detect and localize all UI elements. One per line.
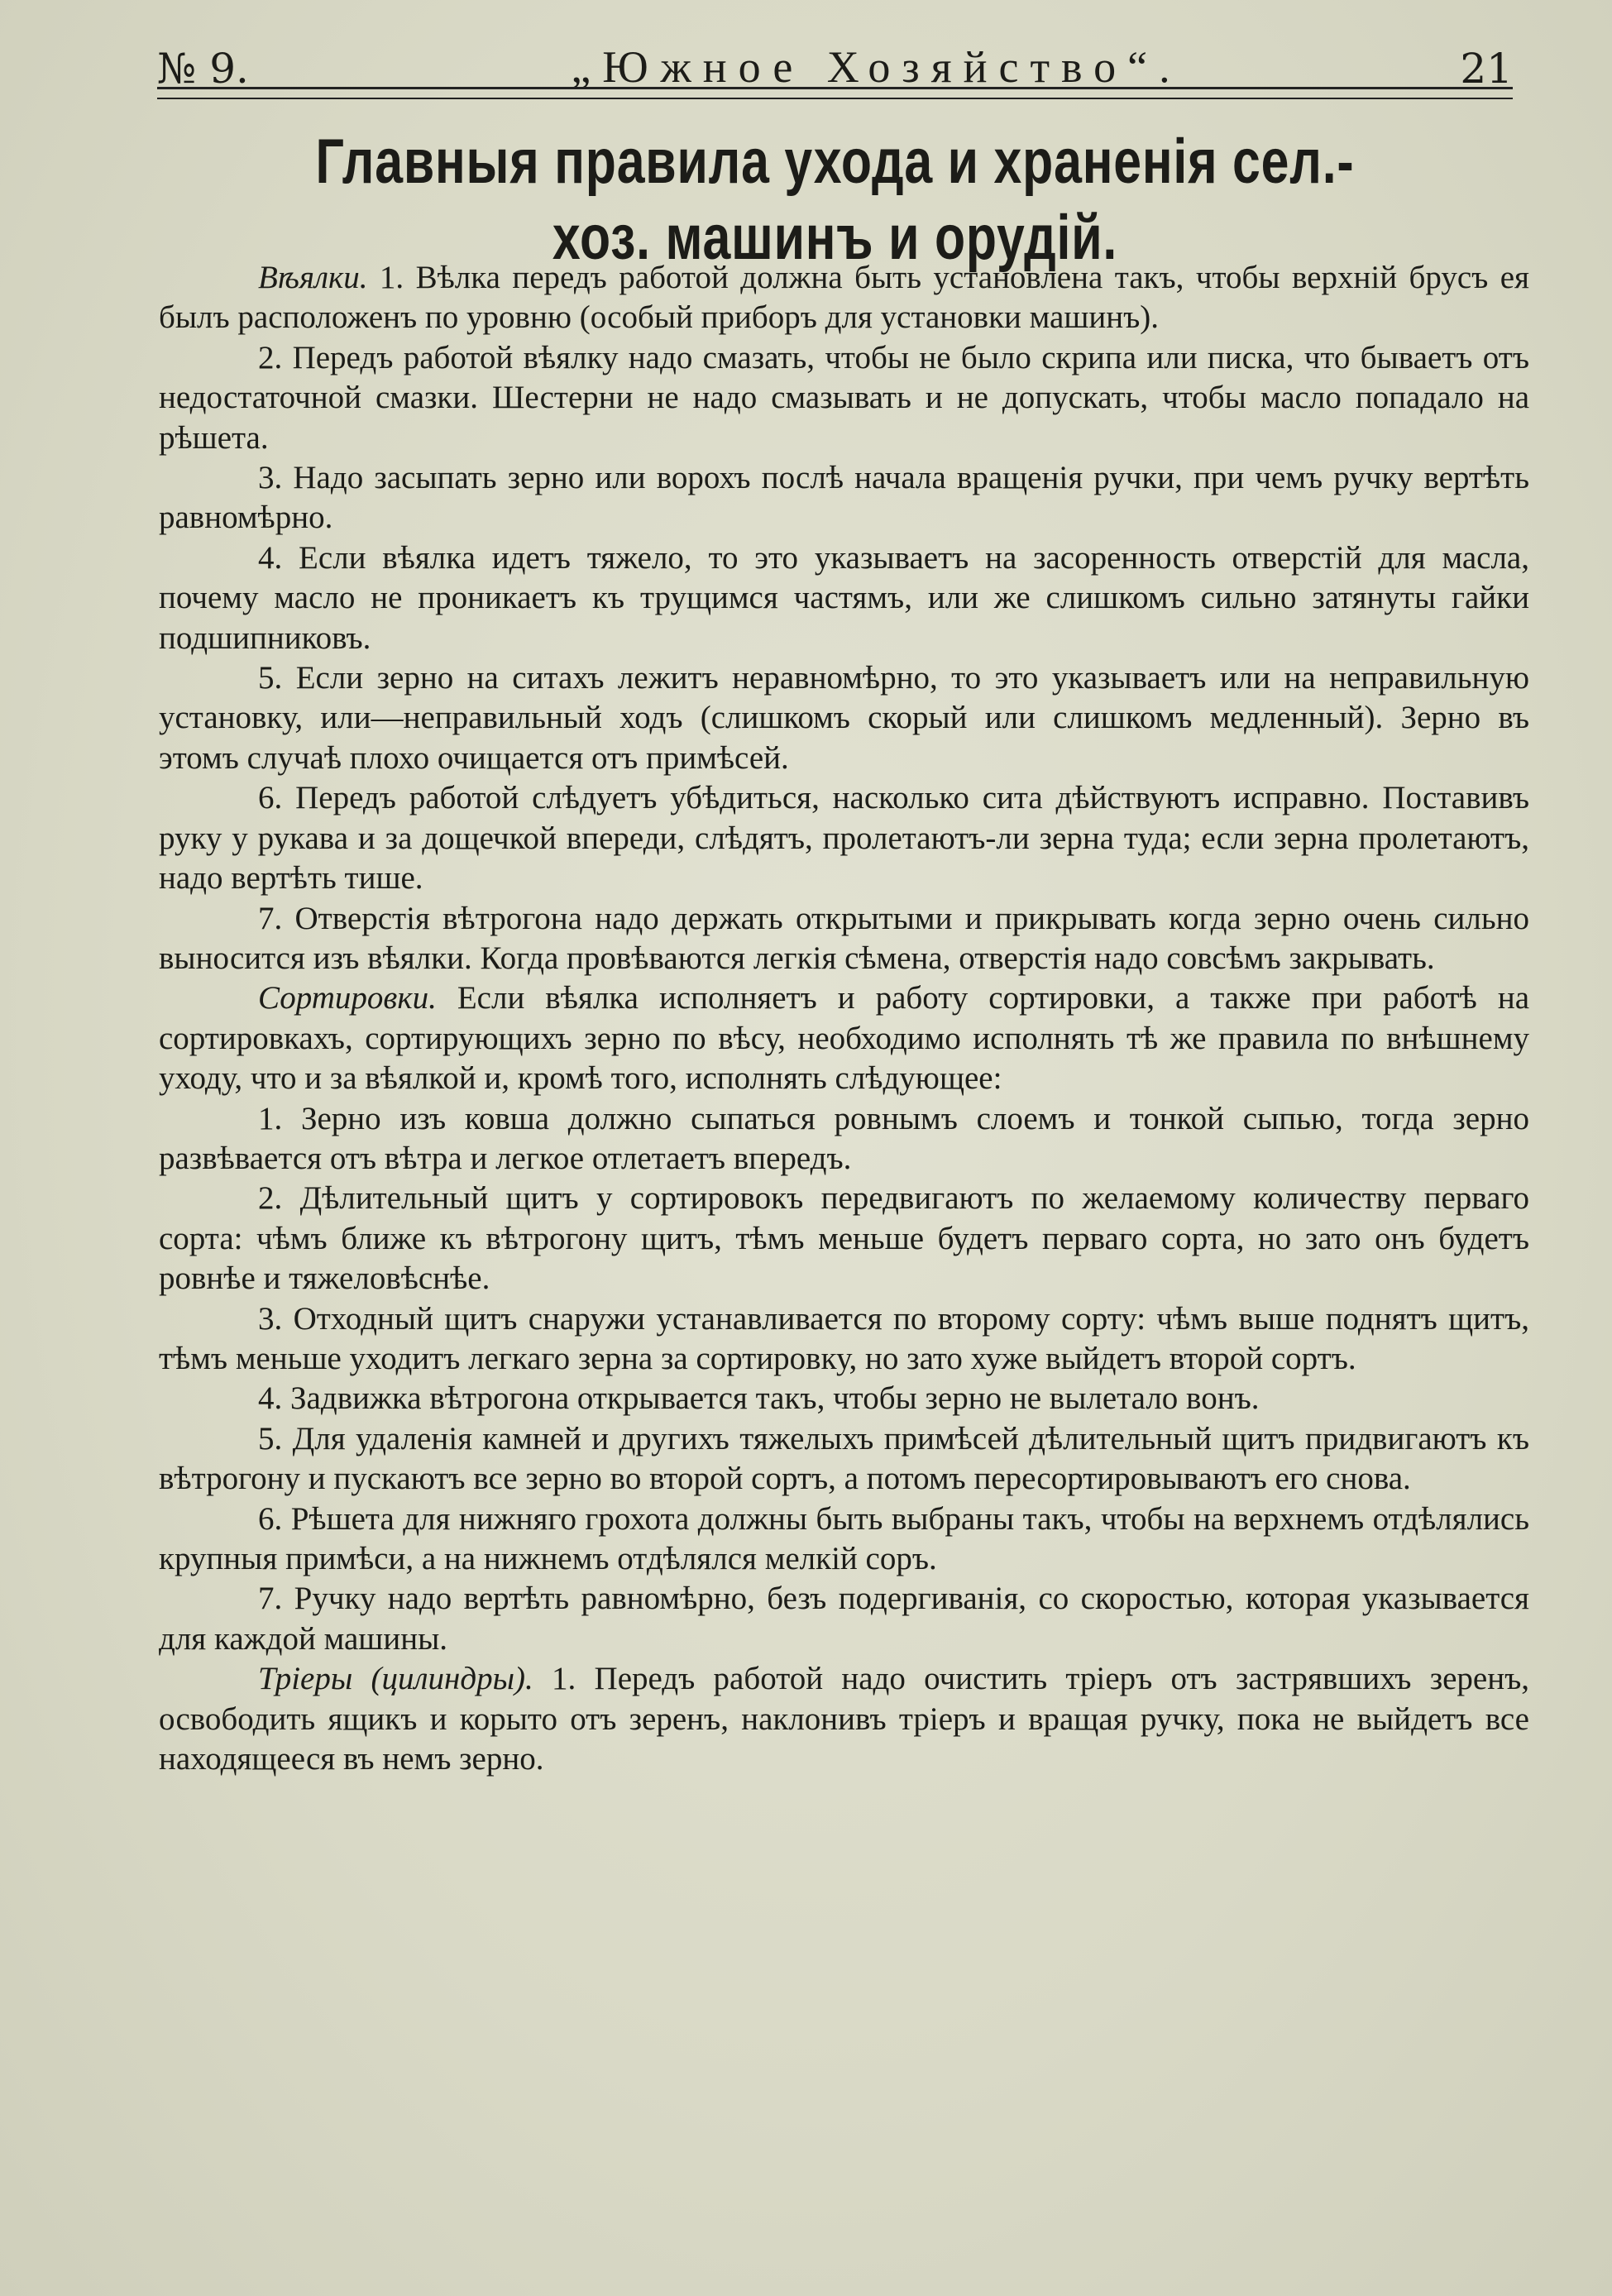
paragraph-text: 4. Задвижка вѣтрогона открывается такъ, чтобы зерно не вылетало вонъ. xyxy=(258,1380,1260,1417)
paragraph-text: 6. Рѣшета для нижняго грохота должны быть выбраны такъ, чтобы на верхнемъ отдѣлялись крупныя примѣси, а на нижнемъ отдѣлялся мелкій соръ. xyxy=(159,1500,1529,1576)
paragraph-text: 1. Вѣлка передъ работой должна быть установлена такъ, чтобы верхній брусъ ея былъ расположенъ по уровню (особый приборъ для установки машинъ). xyxy=(159,260,1529,336)
paragraph xyxy=(159,258,1529,338)
section-heading: Вѣялки. xyxy=(258,260,368,295)
paragraph-text: Если вѣялка исполняетъ и работу сортировки, а также при работѣ на сортировкахъ, сортирующихъ зерно по вѣсу, необходимо исполнять тѣ же правила по внѣшнему уходу, что и за вѣялкой и, кромѣ того, исполнять слѣдующее: xyxy=(159,980,1529,1097)
header-divider xyxy=(157,87,1513,99)
paragraph xyxy=(159,1379,1529,1418)
article-body xyxy=(159,258,1529,1779)
paragraph xyxy=(159,1299,1529,1380)
paragraph-text: 7. Отверстія вѣтрогона надо держать открытыми и прикрывать когда зерно очень сильно выносится изъ вѣялки. Когда провѣваются легкія сѣмена, отверстія надо совсѣмъ закрывать. xyxy=(159,900,1529,976)
page-number: 21 xyxy=(1460,45,1513,93)
paragraph xyxy=(159,1579,1529,1659)
paragraph xyxy=(159,1500,1529,1580)
paragraph-text: 3. Отходный щитъ снаружи устанавливается по второму сорту: чѣмъ выше поднятъ щитъ, тѣмъ меньше уходитъ легкаго зерна за сортировку, но зато хуже выйдетъ второй сортъ. xyxy=(159,1300,1529,1376)
paragraph xyxy=(159,1659,1529,1779)
paragraph xyxy=(159,338,1529,458)
article-title: Главныя правила ухода и храненія сел.-хоз. машинъ и орудій. xyxy=(315,127,1355,273)
paragraph xyxy=(159,778,1529,898)
paragraph xyxy=(159,458,1529,538)
paragraph-text: 4. Если вѣялка идетъ тяжело, то это указываетъ на засоренность отверстій для масла, почему масло не проникаетъ къ трущимся частямъ, или же слишкомъ сильно затянуты гайки подшипниковъ. xyxy=(159,539,1529,656)
running-header xyxy=(157,31,1513,93)
paragraph xyxy=(159,899,1529,979)
paragraph-text: 2. Передъ работой вѣялку надо смазать, чтобы не было скрипа или писка, что бываетъ отъ недостаточной смазки. Шестерни не надо смазывать и не допускать, чтобы масло попадало на рѣшета. xyxy=(159,339,1529,456)
paragraph-text: 6. Передъ работой слѣдуетъ убѣдиться, насколько сита дѣйствуютъ исправно. Поставивъ руку у рукава и за дощечкой впереди, слѣдятъ, пролетаютъ-ли зерна туда; если зерна пролетаютъ, надо вертѣть тише. xyxy=(159,780,1529,897)
paragraph xyxy=(159,1099,1529,1179)
paragraph xyxy=(159,1419,1529,1500)
issue-number: № 9. xyxy=(157,45,249,93)
section-heading: Тріеры (цилиндры). xyxy=(258,1661,533,1697)
paragraph xyxy=(159,978,1529,1098)
paragraph-text: 5. Если зерно на ситахъ лежитъ неравномѣрно, то это указываетъ или на неправильную установку, или—неправильный ходъ (слишкомъ скорый или слишкомъ медленный). Зерно въ этомъ случаѣ плохо очищается отъ примѣсей. xyxy=(159,660,1529,776)
paragraph-text: 3. Надо засыпать зерно или ворохъ послѣ начала вращенія ручки, при чемъ ручку вертѣть равномѣрно. xyxy=(159,460,1529,536)
paragraph-text: 2. Дѣлительный щитъ у сортировокъ передвигаютъ по желаемому количеству перваго сорта: чѣмъ ближе къ вѣтрогону щитъ, тѣмъ меньше будетъ перваго сорта, но зато онъ будетъ ровнѣе и тяжеловѣснѣе. xyxy=(159,1180,1529,1297)
paragraph-text: 1. Передъ работой надо очистить тріеръ отъ застрявшихъ зеренъ, освободить ящикъ и корыто отъ зеренъ, наклонивъ тріеръ и вращая ручку, пока не выйдетъ все находящееся въ немъ зерно. xyxy=(159,1661,1530,1777)
paragraph-text: 5. Для удаленія камней и другихъ тяжелыхъ примѣсей дѣлительный щитъ придвигаютъ къ вѣтрогону и пускаютъ все зерно во второй сортъ, а потомъ пересортировываютъ его снова. xyxy=(159,1420,1529,1497)
paragraph xyxy=(159,658,1529,778)
paragraph xyxy=(159,538,1529,658)
journal-title: „Южное Хозяйство“. xyxy=(571,42,1182,92)
paragraph xyxy=(159,1179,1529,1299)
paragraph-text: 7. Ручку надо вертѣть равномѣрно, безъ подергиванія, со скоростью, которая указывается для каждой машины. xyxy=(159,1581,1529,1657)
paragraph-text: 1. Зерно изъ ковша должно сыпаться ровнымъ слоемъ и тонкой сыпью, тогда зерно развѣвается отъ вѣтра и легкое отлетаетъ впередъ. xyxy=(159,1100,1529,1176)
section-heading: Сортировки. xyxy=(258,980,437,1016)
